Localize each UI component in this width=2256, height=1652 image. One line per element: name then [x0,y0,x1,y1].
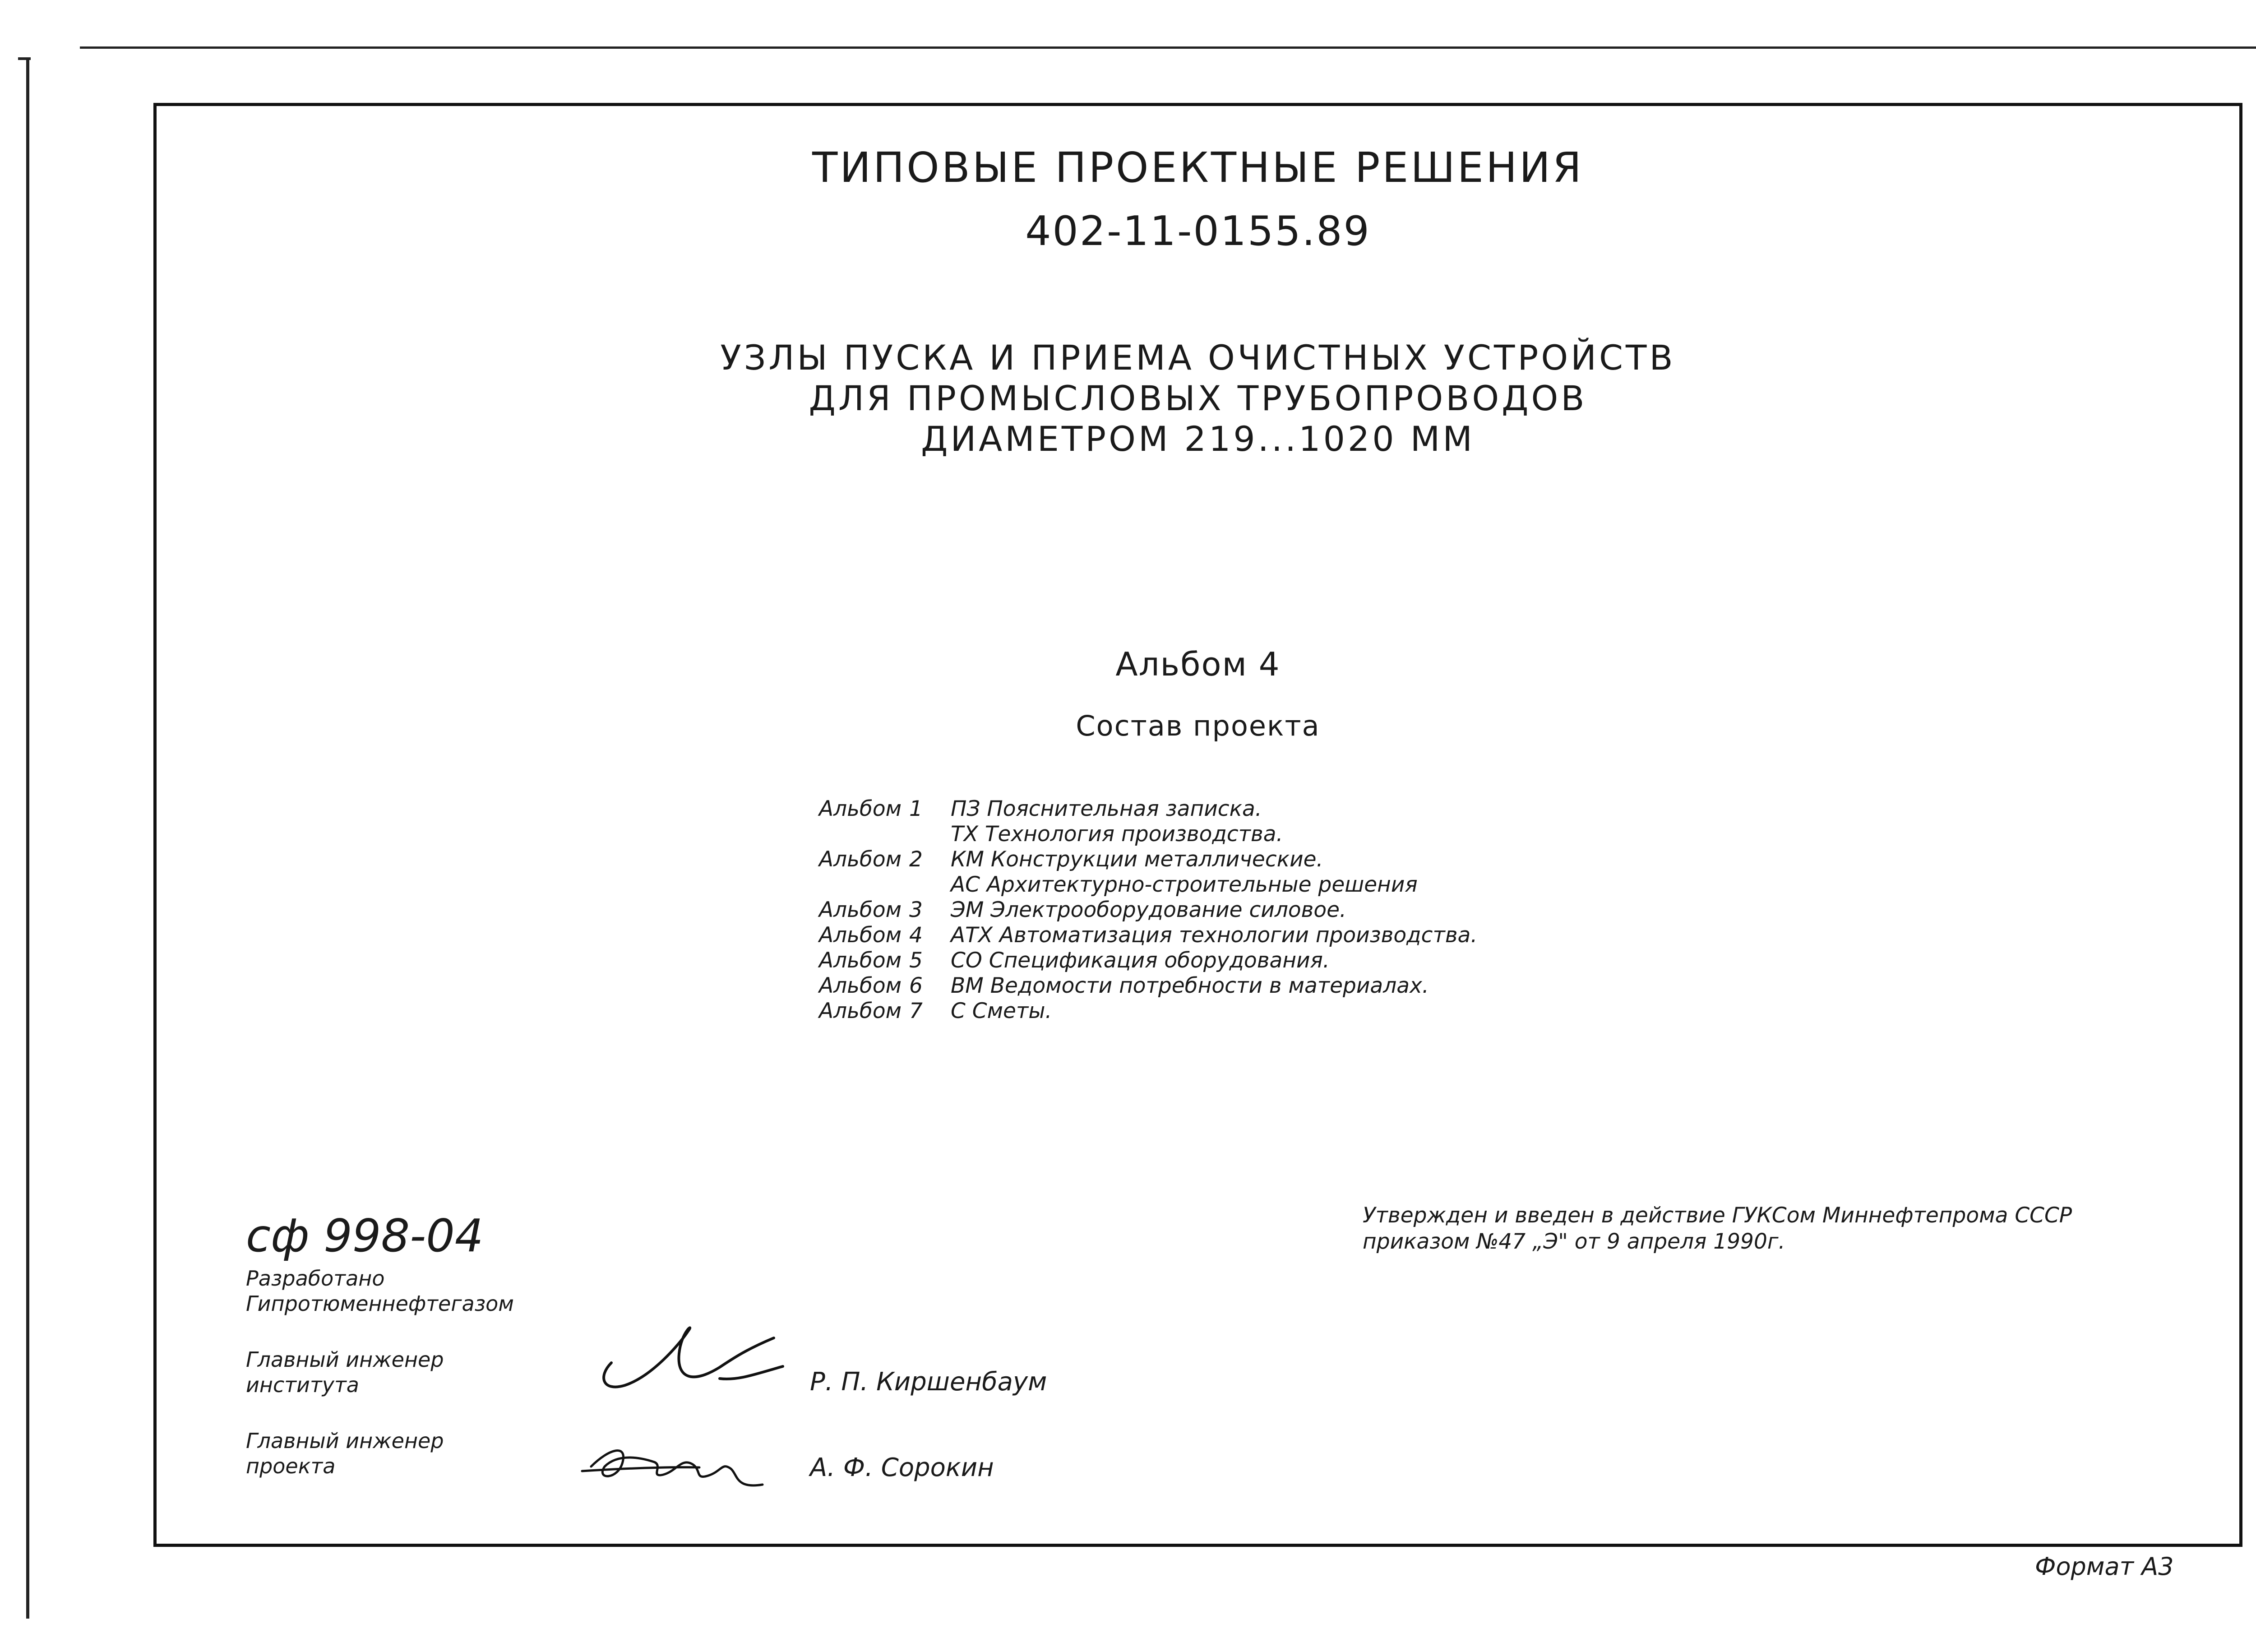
format-label: Формат А3 [2035,1552,2174,1581]
album-label: Альбом [819,973,902,998]
approval-line: приказом №47 „Э" от 9 апреля 1990г. [1363,1229,1785,1254]
album-label [819,822,909,847]
document-title: ТИПОВЫЕ ПРОЕКТНЫЕ РЕШЕНИЯ [812,143,1584,192]
developed-by-line: Гипротюменнефтегазом [246,1291,514,1316]
album-label: Альбом [819,847,902,872]
left-margin-tick [18,57,31,60]
album-description: АС Архитектурно-строительные решения [951,872,1418,897]
album-number: 5 [909,948,923,973]
approval-line: Утвержден и введен в действие ГУКСом Миннефтепрома СССР [1363,1203,2072,1228]
album-label: Альбом [819,923,902,948]
role-line: Главный инженер [246,1429,444,1453]
album-description: СО Спецификация оборудования. [951,948,1330,973]
album-label: Альбом [819,796,902,821]
album-number: 4 [909,923,923,948]
album-number: 6 [909,973,923,998]
album-description: ВМ Ведомости потребности в материалах. [951,973,1429,998]
album-label: Альбом [819,999,902,1023]
album-number [909,822,951,847]
album-label [819,872,909,898]
album-list-item [819,872,1477,898]
album-list-item [819,973,1477,999]
stamp-code: сф 998-04 [246,1209,484,1262]
album-number: 1 [909,796,923,821]
album-list-item [819,948,1477,973]
album-list-item [819,898,1477,923]
album-heading: Альбом 4 [1115,645,1281,683]
developed-by [246,1266,514,1316]
document-code: 402-11-0155.89 [1025,208,1371,255]
album-label: Альбом [819,948,902,973]
role-line: института [246,1373,359,1397]
album-list-item [819,847,1477,872]
composition-heading: Состав проекта [1076,709,1320,742]
album-number: 2 [909,847,923,872]
subtitle-line-1: УЗЛЫ ПУСКА И ПРИЕМА ОЧИСТНЫХ УСТРОЙСТВ [720,338,1676,378]
top-border-line [80,46,2256,49]
album-number: 3 [909,898,923,922]
album-number [909,872,951,898]
name-kirshenbaum: Р. П. Киршенбаум [810,1367,1047,1397]
album-description: АТХ Автоматизация технологии производства. [951,923,1478,948]
left-margin-line [26,57,29,1619]
album-description: ЭМ Электрооборудование силовое. [951,898,1346,922]
album-list-item [819,796,1477,822]
album-description: ТХ Технология производства. [951,822,1283,847]
album-description: ПЗ Пояснительная записка. [951,796,1262,821]
subtitle-line-2: ДЛЯ ПРОМЫСЛОВЫХ ТРУБОПРОВОДОВ [809,378,1587,418]
role-institute-chief-engineer [246,1347,444,1397]
role-line: Главный инженер [246,1347,444,1372]
developed-by-line: Разработано [246,1266,385,1291]
subtitle-line-3: ДИАМЕТРОМ 219...1020 ММ [921,419,1475,459]
approval-note [1363,1203,2072,1255]
role-line: проекта [246,1454,336,1478]
role-project-chief-engineer [246,1428,444,1479]
signature-sorokin [573,1426,808,1503]
album-number: 7 [909,999,923,1023]
name-sorokin: А. Ф. Сорокин [810,1453,994,1482]
album-list-item [819,822,1477,847]
signature-kirshenbaum [584,1313,819,1403]
album-label: Альбом [819,898,902,922]
album-list-item [819,923,1477,948]
album-description: С Сметы. [951,999,1052,1023]
album-list [819,796,1477,1024]
album-list-item [819,999,1477,1024]
album-description: КМ Конструкции металлические. [951,847,1323,872]
